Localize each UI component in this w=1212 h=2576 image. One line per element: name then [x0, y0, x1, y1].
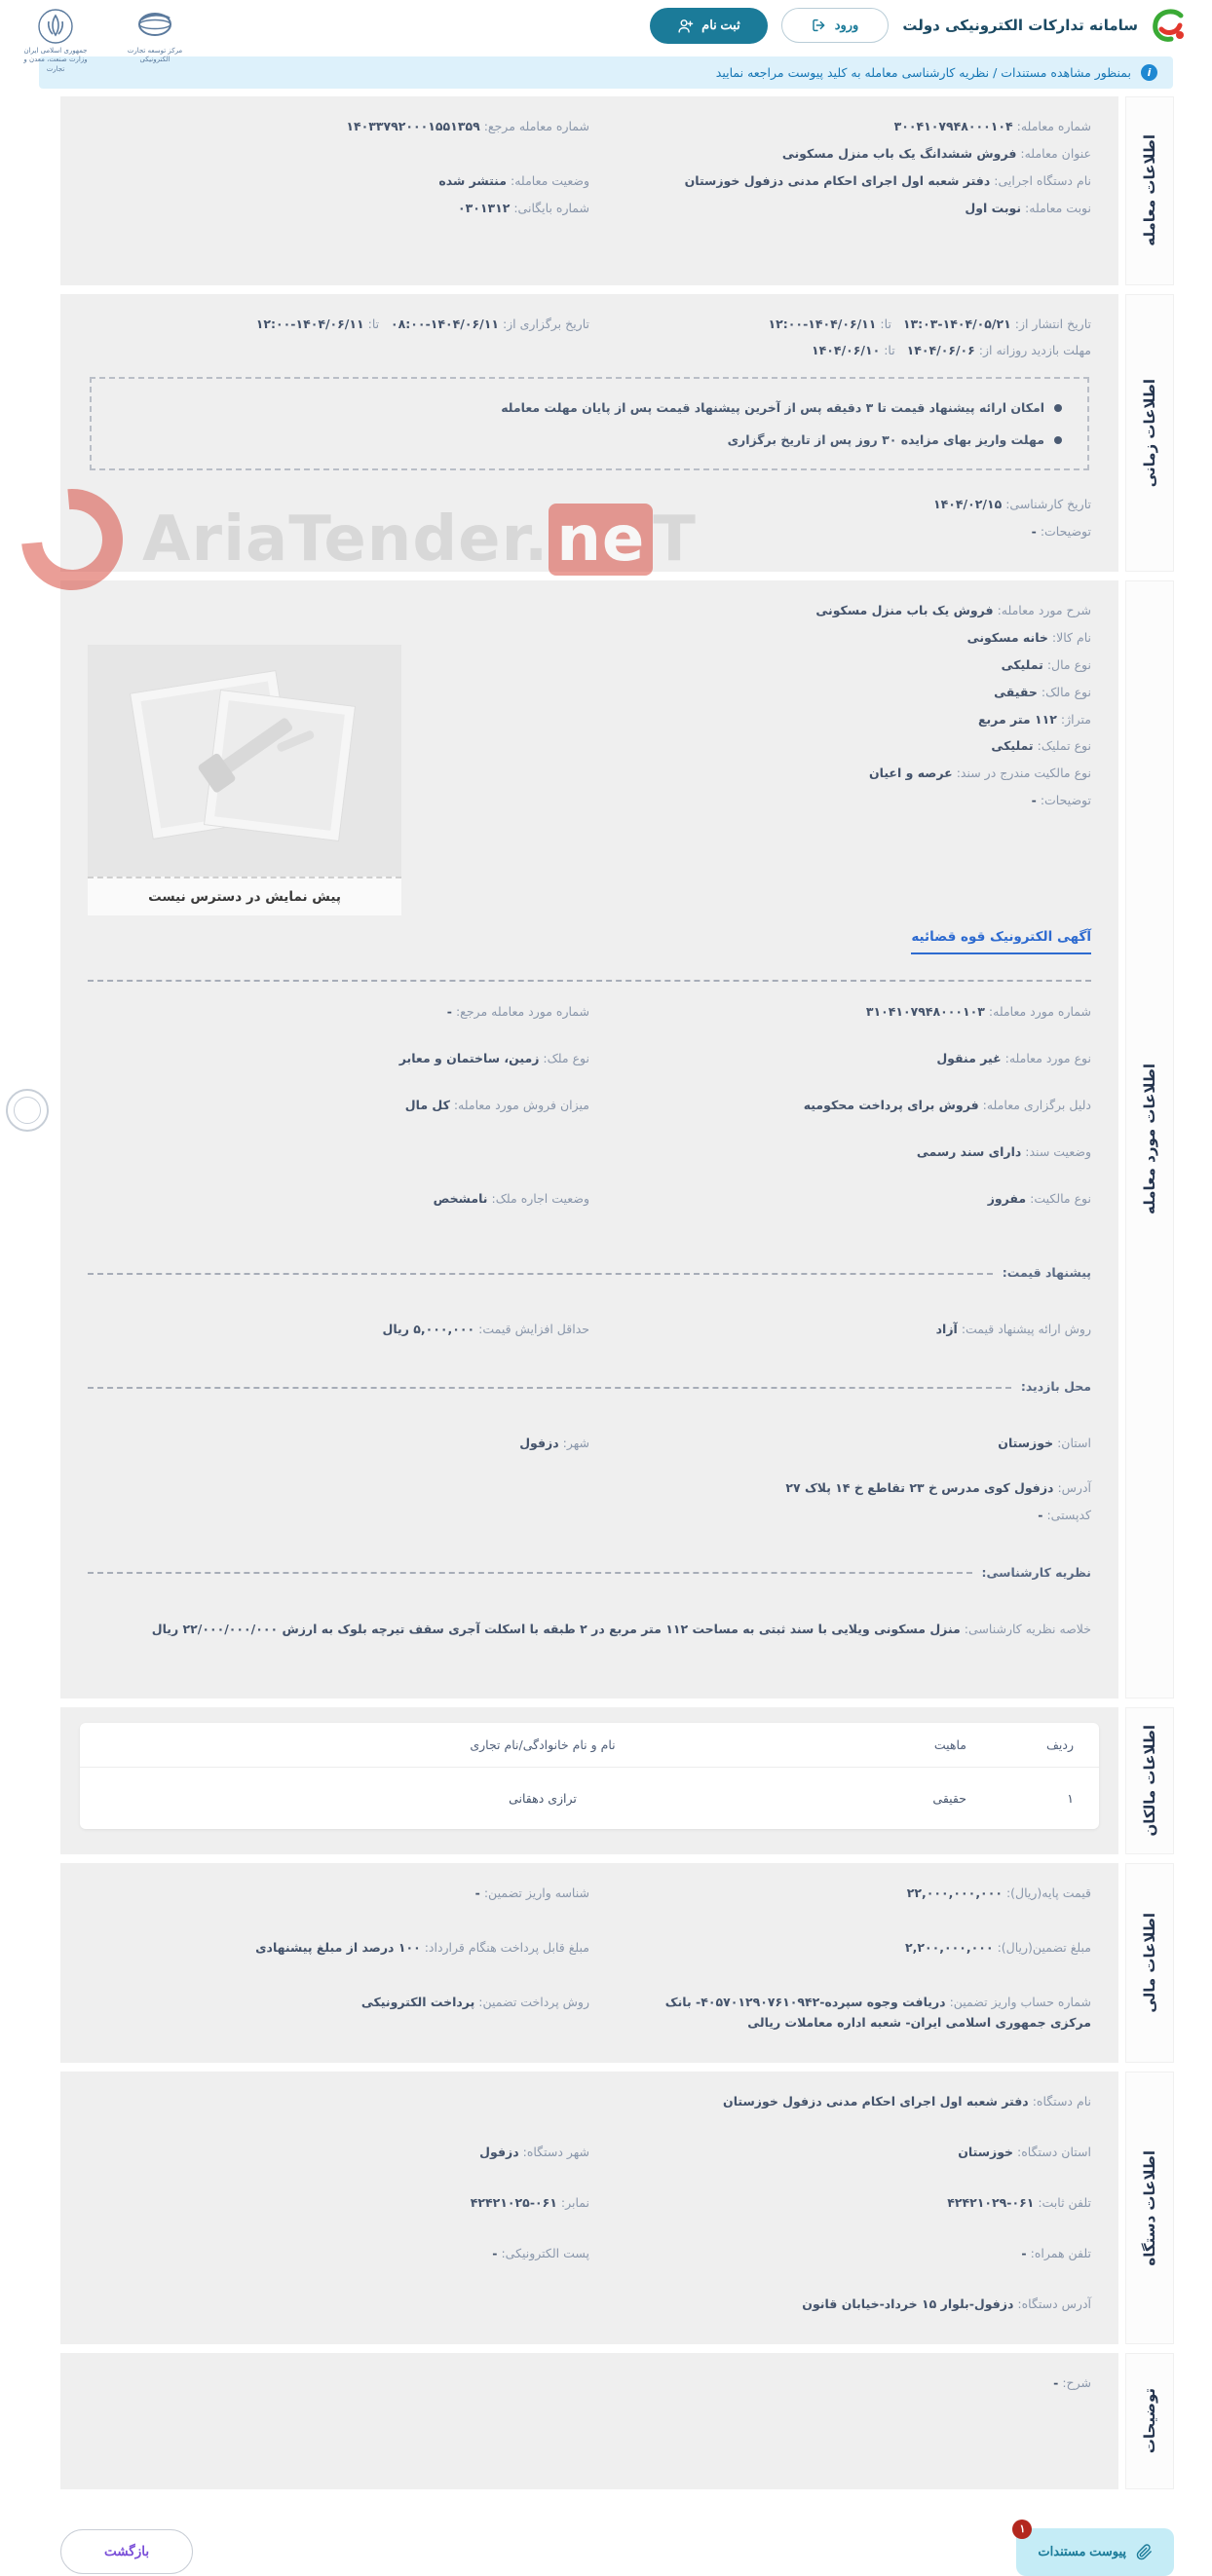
- section-time-info: [60, 294, 1174, 573]
- price-offer-separator: پیشنهاد قیمت:: [88, 1265, 1091, 1280]
- ministry-caption-line1: جمهوری اسلامی ایران: [23, 47, 88, 55]
- section-time-title: اطلاعات زمانی: [1125, 294, 1174, 573]
- field-agency-fax: نمابر: ۰۶۱-۴۲۴۲۱۰۲۵: [470, 2195, 589, 2210]
- section-notes: [60, 2353, 1174, 2489]
- login-button[interactable]: [781, 8, 890, 43]
- section-notes-body: [60, 2353, 1118, 2489]
- bullet-icon: [1054, 404, 1062, 412]
- app-title: سامانه تدارکات الکترونیکی دولت: [902, 17, 1138, 34]
- field-postal-code: کدپستی: -: [1038, 1508, 1091, 1522]
- section-owners-title: اطلاعات مالکان: [1125, 1707, 1174, 1854]
- field-base-price: قیمت پایه(ریال): ۲۲,۰۰۰,۰۰۰,۰۰۰: [906, 1885, 1091, 1900]
- attach-documents-button[interactable]: [1016, 2523, 1174, 2576]
- field-deed-ownership: نوع مالکیت مندرج در سند: عرصه و اعیان: [868, 765, 1091, 781]
- section-owners-body: [60, 1707, 1118, 1854]
- register-button[interactable]: [650, 8, 768, 44]
- field-agency-phone: تلفن ثابت: ۰۶۱-۴۲۴۲۱۰۲۹: [947, 2195, 1091, 2210]
- rule-item: مهلت واریز بهای مزایده ۳۰ روز پس از تاریخ برگزاری: [117, 432, 1062, 447]
- section-deal-title: اطلاعات معامله: [1125, 96, 1174, 285]
- section-agency-title: اطلاعات دستگاه: [1125, 2072, 1174, 2343]
- field-expert-date: تاریخ کارشناسی: ۱۴۰۴/۰۲/۱۵: [933, 497, 1091, 512]
- globe-icon: [135, 8, 174, 45]
- field-sale-portion: میزان فروش مورد معامله: کل مال: [404, 1097, 589, 1112]
- section-item-title: اطلاعات مورد معامله: [1125, 580, 1174, 1699]
- bullet-icon: [1054, 436, 1062, 444]
- section-deal-info: [60, 96, 1174, 285]
- field-province: استان: خوزستان: [998, 1436, 1091, 1451]
- judiciary-notice-link[interactable]: آگهی الکترونیک قوه قضائیه: [911, 929, 1091, 954]
- field-deal-agency: نام دستگاه اجرایی: دفتر شعبه اول اجرای احکام مدنی دزفول خوزستان: [684, 172, 1091, 188]
- watermark-text: AriaTender. ne T: [142, 504, 697, 576]
- field-archive-number: شماره بایگانی: ۰۳۰۱۳۱۲: [457, 200, 589, 215]
- brand: [902, 6, 1187, 45]
- field-guarantee-account: شماره حساب واریز تضمین: دریافت وجوه سپرده-۴۰۵۷۰۱۲۹۰۷۶۱۰۹۴۲- بانک مرکزی جمهوری اسلامی ایران- شعبه اداره معاملات ریالی: [664, 1994, 1091, 2031]
- field-agency-mobile: تلفن همراه: -: [1021, 2245, 1091, 2260]
- field-sale-reason: دلیل برگزاری معامله: فروش برای پرداخت محکومیه: [803, 1097, 1091, 1112]
- section-item-body: [60, 580, 1118, 1699]
- field-agency-province: استان دستگاه: خوزستان: [958, 2145, 1091, 2160]
- field-deal-ref-number: شماره معامله مرجع: ۱۴۰۳۳۷۹۲۰۰۰۱۵۵۱۳۵۹: [346, 119, 589, 133]
- field-item-name: نام کالا: خانه مسکونی: [966, 629, 1091, 645]
- section-financial-title: اطلاعات مالی: [1125, 1863, 1174, 2064]
- section-item-info: [60, 580, 1174, 1699]
- field-expert-summary: خلاصه نظریه کارشناسی: منزل مسکونی ویلایی با سند ثبتی به مساحت ۱۱۲ متر مربع در ۲ طبقه با اسکلت آجری سقف تیرچه بلوک به ارزش ۲۲/۰۰۰/۰۰۰/۰۰۰ ریال: [151, 1621, 1091, 1636]
- notice-bar: [39, 56, 1173, 89]
- field-time-notes: توضیحات: -: [1031, 524, 1091, 540]
- back-button[interactable]: بازگشت: [60, 2529, 193, 2574]
- field-held-dates: تاریخ برگزاری از: ۱۴۰۴/۰۶/۱۱-۰۸:۰۰ تا: ۱۴۰۴/۰۶/۱۱-۱۲:۰۰: [255, 316, 589, 331]
- section-agency-info: [60, 2072, 1174, 2343]
- attach-documents-label: پیوست مستندات: [1038, 2544, 1126, 2559]
- field-item-number: شماره مورد معامله: ۳۱۰۴۱۰۷۹۴۸۰۰۰۱۰۳: [865, 1004, 1091, 1019]
- col-nature: ماهیت: [933, 1736, 966, 1752]
- field-contract-payable: مبلغ قابل پرداخت هنگام قرارداد: ۱۰۰ درصد از مبلغ پیشنهادی: [255, 1939, 589, 1955]
- field-deed-status: وضعیت سند: دارای سند رسمی: [916, 1143, 1091, 1159]
- field-deal-number: شماره معامله: ۳۰۰۴۱۰۷۹۴۸۰۰۰۱۰۴: [893, 119, 1091, 133]
- dashed-divider: [88, 980, 1091, 982]
- field-owner-type: نوع مالک: حقیقی: [994, 684, 1091, 699]
- paperclip-icon: [1136, 2544, 1153, 2560]
- field-item-notes: توضیحات: -: [1031, 793, 1091, 808]
- owners-table: [80, 1723, 1099, 1829]
- attachment-count-badge: ۱: [1012, 2520, 1032, 2539]
- field-guarantee-pay-method: روش پرداخت تضمین: پرداخت الکترونیکی: [360, 1994, 589, 2009]
- preview-column: [88, 600, 401, 915]
- owners-table-header: [80, 1723, 1099, 1767]
- cell-row-number: ۱: [1067, 1790, 1074, 1806]
- login-label: ورود: [834, 18, 859, 32]
- footer-actions: [60, 2523, 1174, 2576]
- field-deal-subject: عنوان معامله: فروش ششدانگ یک باب منزل مسکونی: [781, 145, 1091, 161]
- ministry-caption-line2: وزارت صنعت، معدن و تجارت: [23, 56, 88, 73]
- field-visit-dates: مهلت بازدید روزانه از: ۱۴۰۴/۰۶/۰۶ تا: ۱۴۰۴/۰۶/۱۰: [812, 343, 1091, 358]
- field-area: متراژ: ۱۱۲ متر مربع: [977, 711, 1091, 727]
- field-ownership-kind: نوع مالکیت: مفروز: [987, 1190, 1091, 1206]
- cell-full-name: ترازی دهقانی: [509, 1790, 577, 1806]
- login-icon: [812, 18, 827, 33]
- field-estate-kind: نوع ملک: زمین، ساختمان و معابر: [398, 1050, 589, 1065]
- register-label: ثبت نام: [701, 18, 740, 32]
- field-publish-dates: تاریخ انتشار از: ۱۴۰۴/۰۵/۲۱-۱۳:۰۳ تا: ۱۴۰۴/۰۶/۱۱-۱۲:۰۰: [768, 316, 1091, 331]
- user-plus-icon: [677, 18, 694, 34]
- iran-emblem-icon: [37, 8, 74, 45]
- notice-text: بمنظور مشاهده مستندات / نظریه کارشناسی معامله به کلید پیوست مراجعه نمایید: [715, 65, 1131, 80]
- image-placeholder: [88, 645, 401, 915]
- preview-unavailable-caption: پیش نمایش در دسترس نیست: [88, 877, 401, 915]
- section-notes-title: توضیحات: [1125, 2353, 1174, 2489]
- info-icon: i: [1141, 64, 1157, 81]
- ecdc-caption: مرکز توسعه تجارت الکترونیکی: [127, 47, 183, 64]
- field-agency-name: نام دستگاه: دفتر شعبه اول اجرای احکام مدنی دزفول خوزستان: [723, 2094, 1091, 2109]
- field-min-increase: حداقل افزایش قیمت: ۵,۰۰۰,۰۰۰ ریال: [382, 1322, 589, 1337]
- section-owners-info: [60, 1707, 1174, 1854]
- field-deposit-id: شناسه واریز تضمین: -: [474, 1885, 589, 1900]
- field-agency-address: آدرس دستگاه: دزفول-بلوار ۱۵ خرداد-خیابان قانون: [802, 2296, 1091, 2311]
- round-seal-icon: [6, 1089, 49, 1132]
- col-full-name: نام و نام خانوادگی/نام تجاری: [470, 1736, 616, 1752]
- section-time-body: [60, 294, 1118, 573]
- ecdc-logo: [113, 8, 197, 74]
- rule-item: امکان ارائه پیشنهاد قیمت تا ۳ دقیقه پس از آخرین پیشنهاد قیمت پس از پایان مهلت معامله: [117, 400, 1062, 415]
- field-item-desc: شرح مورد معامله: فروش یک باب منزل مسکونی: [815, 603, 1091, 617]
- field-agency-email: پست الکترونیکی: -: [492, 2245, 589, 2260]
- field-city: شهر: دزفول: [519, 1436, 589, 1451]
- section-deal-body: [60, 96, 1118, 285]
- cell-nature: حقیقی: [932, 1790, 966, 1806]
- field-deal-round: نوبت معامله: نوبت اول: [965, 200, 1091, 215]
- section-financial-body: [60, 1863, 1118, 2064]
- field-bid-method: روش ارائه پیشنهاد قیمت: آزاد: [935, 1322, 1091, 1337]
- field-address: آدرس: دزفول کوی مدرس خ ۲۳ تقاطع خ ۱۴ پلاک ۲۷: [785, 1480, 1091, 1496]
- field-deal-kind: نوع مورد معامله: غیر منقول: [936, 1050, 1091, 1065]
- field-item-ref-number: شماره مورد معامله مرجع: -: [446, 1004, 589, 1019]
- visit-place-separator: محل بازدید:: [88, 1379, 1091, 1394]
- field-notes-desc: شرح: -: [1053, 2374, 1091, 2390]
- auction-rules-box: [90, 377, 1089, 470]
- section-agency-body: [60, 2072, 1118, 2343]
- ministry-logo: [14, 8, 97, 74]
- field-agency-city: شهر دستگاه: دزفول: [479, 2145, 589, 2160]
- field-deal-status: وضعیت معامله: منتشر شده: [438, 172, 589, 188]
- col-row-number: ردیف: [1045, 1736, 1074, 1752]
- field-tenure: نوع تملیک: تملیکی: [991, 738, 1091, 754]
- government-logos: [14, 8, 197, 74]
- table-row: [80, 1767, 1099, 1829]
- section-financial-info: [60, 1863, 1174, 2064]
- field-rent-status: وضعیت اجاره ملک: نامشخص: [433, 1190, 589, 1206]
- expert-opinion-separator: نظریه کارشناسی:: [88, 1565, 1091, 1580]
- field-guarantee-amount: مبلغ تضمین(ریال): ۲,۲۰۰,۰۰۰,۰۰۰: [905, 1939, 1091, 1955]
- setad-logo-icon: [1148, 6, 1187, 45]
- field-property-type: نوع مال: تملیکی: [1001, 656, 1091, 672]
